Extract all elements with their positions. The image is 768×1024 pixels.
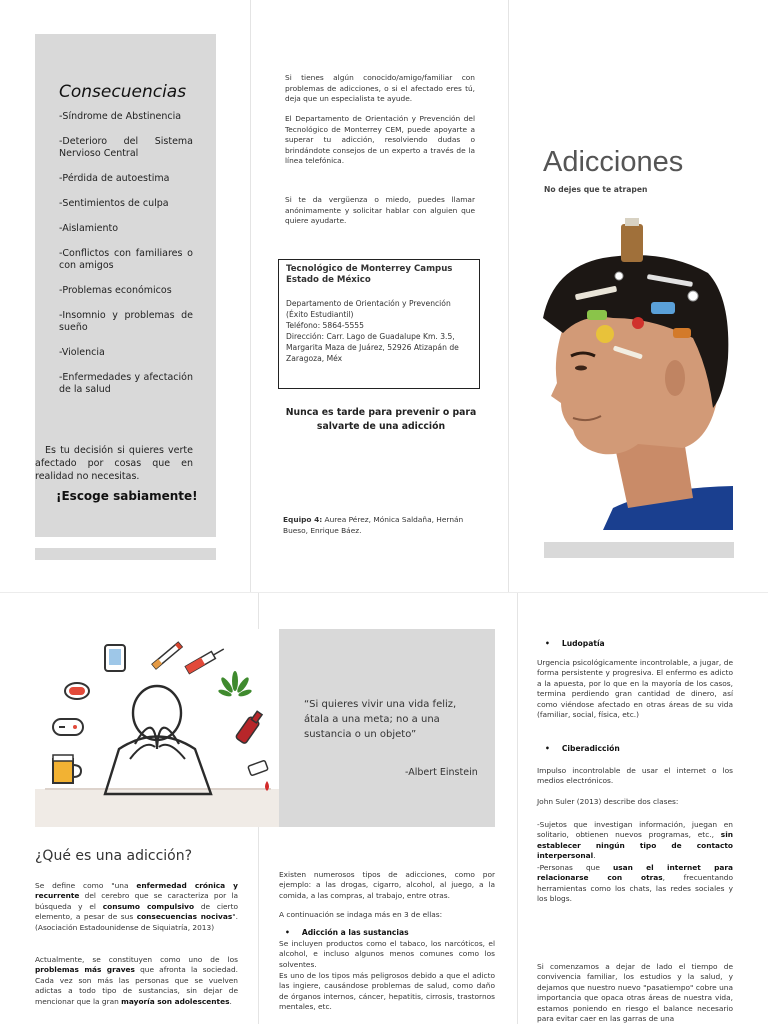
- text-span: ". (Asociación Estadounidense de Siquiatría, 2013): [35, 912, 238, 932]
- text-span: .: [593, 851, 596, 861]
- bullet-ludopatia: • Ludopatía: [541, 639, 605, 649]
- consequence-item: -Síndrome de Abstinencia: [59, 111, 182, 122]
- bullet-substances: • Adicción a las sustancias: [281, 928, 409, 938]
- bold-span: problemas más graves: [35, 965, 135, 975]
- team-names: Aurea Pérez, Mónica Saldaña, Hernán Bueso, Enrique Báez.: [283, 515, 464, 535]
- consequence-item: -Problemas económicos: [59, 285, 172, 296]
- contact-address: Dirección: Carr. Lago de Guadalupe Km. 3.5, Margarita Maza de Juárez, 52926 Atizapán de Zaragoza, Méx: [286, 332, 459, 363]
- consequence-item: -Aislamiento: [59, 223, 119, 234]
- bold-span: mayoría son adolescentes: [121, 996, 230, 1006]
- bold-span: enfermedad crónica y recurrente: [35, 881, 238, 901]
- gray-bar: [35, 548, 216, 560]
- text-span: Se define como "una: [35, 881, 137, 890]
- help-paragraph: Si tienes algún conocido/amigo/familiar con problemas de adicciones, o si el afectado eres tú, deja que un especialista te ayude.: [285, 73, 475, 103]
- consequence-item: -Deterioro del Sistema Nervioso Central: [59, 136, 193, 159]
- substances-danger-paragraph: Es uno de los tipos más peligrosos debido a que el adicto las ingiere, causándose problemas de salud, como daño de órganos internos, cáncer, hepatitis, cirrosis, trastornos mentales, etc.: [279, 971, 495, 1012]
- cover-illustration: [543, 218, 733, 530]
- contact-line: (Éxito Estudiantil): [286, 310, 354, 319]
- current-problem-paragraph: [35, 955, 238, 1007]
- department-paragraph: El Departamento de Orientación y Prevención del Tecnológico de Monterrey CEM, puede apoyarte a superar tu adicción, resolviendo dudas o brindándote consejos de un experto a través de la línea telefónica.: [285, 114, 475, 165]
- decision-text: Es tu decisión si quieres verte afectado por cosas que en realidad no necesitas.: [35, 445, 193, 482]
- quote-author: -Albert Einstein: [405, 767, 478, 778]
- text-span: .: [229, 996, 232, 1006]
- anonymous-paragraph: Si te da vergüenza o miedo, puedes llamar anónimamente y solicitar hablar con alguien que quiere ayudarte.: [285, 195, 475, 225]
- consequences-list: [59, 111, 193, 409]
- addiction-illustration: [35, 629, 279, 827]
- text-span: que afronta la sociedad. Cada vez son más las personas que se vuelven adictas a todo tipo de sustancias, sin dejar de mencionar que la gran: [35, 965, 238, 1006]
- text-span: -Sujetos que investigan información, juegan en solitario, obtienen nuevos programas, etc.,: [537, 820, 733, 840]
- cover-subtitle: No dejes que te atrapen: [544, 185, 648, 194]
- contact-phone: Teléfono: 5864-5555: [286, 321, 364, 330]
- consequence-item: -Enfermedades y afectación de la salud: [59, 372, 193, 395]
- consequence-item: -Insomnio y problemas de sueño: [59, 310, 193, 333]
- bold-span: usan el internet para relacionarse con otras: [537, 863, 733, 883]
- cover-title: Adicciones: [543, 146, 684, 178]
- quote-text: “Si quieres vivir una vida feliz, átala a una meta; no a una sustancia o un objeto”: [304, 699, 457, 740]
- choose-wisely-text: ¡Escoge sabiamente!: [56, 489, 198, 503]
- bold-span: consecuencias nocivas: [136, 912, 233, 922]
- text-span: , frecuentando herramientas como los chats, las redes sociales y los blogs.: [537, 873, 733, 904]
- cyber-type-2: [537, 863, 733, 905]
- consequence-item: -Violencia: [59, 347, 105, 358]
- section-heading: ¿Qué es una adicción?: [35, 848, 193, 864]
- gray-bar: [544, 542, 734, 558]
- consequence-item: -Conflictos con familiares o con amigos: [59, 248, 193, 271]
- bullet-ciberadiccion: • Ciberadicción: [541, 744, 620, 754]
- cyber-type-1: [537, 820, 733, 862]
- types-continue: A continuación se indaga más en 3 de ellas:: [279, 910, 443, 919]
- consequences-title: Consecuencias: [59, 82, 187, 102]
- contact-box-title: Tecnológico de Monterrey Campus Estado de México: [286, 264, 453, 285]
- page-separator: [0, 592, 768, 593]
- contact-line: Departamento de Orientación y Prevención: [286, 299, 451, 308]
- text-span: del cerebro que se caracteriza por la búsqueda y el: [35, 891, 238, 911]
- text-span: -Personas que: [537, 863, 613, 872]
- bold-span: sin establecer ningún tipo de contacto interpersonal: [537, 830, 733, 861]
- balance-paragraph: Si comenzamos a dejar de lado el tiempo de convivencia familiar, los estudios y la salud, y dejamos que nuestro nuevo "pasatiempo" cobre una importancia que opaca otras áreas de nuestra vida, estamos poniendo en riesgo el balance necesario para evitar caer en las garras de una: [537, 962, 733, 1024]
- suler-paragraph: John Suler (2013) describe dos clases:: [537, 797, 679, 806]
- types-intro: Existen numerosos tipos de adicciones, como por ejemplo: a las drogas, cigarro, alcohol, al juego, a la comida, a las compras, al trabajo, entre otras.: [279, 870, 495, 900]
- team-credits: [283, 515, 478, 536]
- ciberadiccion-paragraph: Impulso incontrolable de usar el internet o los medios electrónicos.: [537, 766, 733, 786]
- text-span: de cierto elemento, a pesar de sus: [35, 901, 239, 922]
- bold-span: consumo compulsivo: [102, 901, 195, 911]
- fold-line: [517, 593, 518, 1024]
- fold-line: [508, 0, 509, 592]
- ludopatia-paragraph: Urgencia psicológicamente incontrolable, a jugar, de forma persistente y progresiva. El enfermo es adicto a la apuesta, por lo que en la mayoría de los casos, termina perdiendo gran cantidad de dinero, así como viéndose afectado en otras áreas de su vida (familiar, social, física, etc.): [537, 658, 733, 720]
- text-span: Actualmente, se constituyen como uno de los: [35, 955, 238, 964]
- fold-line: [250, 0, 251, 592]
- definition-paragraph: [35, 881, 238, 933]
- consequence-item: -Sentimientos de culpa: [59, 198, 169, 209]
- substances-paragraph: Se incluyen productos como el tabaco, los narcóticos, el alcohol, e incluso algunos menos comunes como los solventes.: [279, 939, 495, 969]
- consequence-item: -Pérdida de autoestima: [59, 173, 170, 184]
- never-too-late-text: Nunca es tarde para prevenir o para salvarte de una adicción: [285, 407, 477, 432]
- contact-box: [278, 259, 480, 389]
- team-label: Equipo 4:: [283, 515, 323, 524]
